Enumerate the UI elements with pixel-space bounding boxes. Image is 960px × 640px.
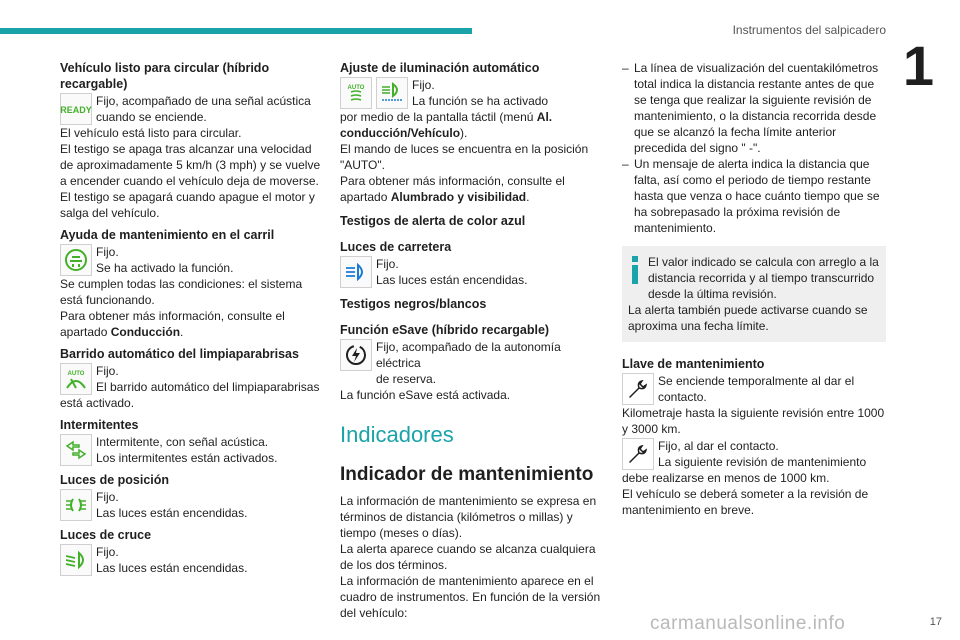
column-right (622, 60, 886, 518)
wiper-line2: El barrido automático del limpiaparabrisas (96, 380, 320, 394)
svg-text:AUTO: AUTO (347, 85, 365, 91)
esave-line2: de reserva. (376, 372, 437, 386)
position-line2: Las luces están encendidas. (96, 506, 248, 520)
highbeam-line1: Fijo. (376, 257, 399, 271)
ready-row (60, 93, 322, 125)
wiper-row (60, 363, 322, 395)
key-row-2 (622, 438, 886, 470)
key-row-1 (622, 373, 886, 405)
wiper-line1: Fijo. (96, 364, 119, 378)
autolight-line2: La función se ha activado (412, 94, 549, 108)
ready-line2: cuando se enciende. (96, 110, 207, 124)
highbeam-row (340, 256, 602, 288)
page-header-title: Instrumentos del salpicadero (732, 23, 886, 37)
auto-wiper-icon (60, 363, 92, 395)
bullet-item (622, 60, 886, 156)
position-line1: Fijo. (96, 490, 119, 504)
esave-body: La función eSave está activada. (340, 388, 511, 402)
esave-icon (340, 339, 372, 371)
wrench-icon (622, 438, 654, 470)
ready-heading: Vehículo listo para circular (híbrido recargable) (60, 61, 270, 91)
page-number: 17 (929, 616, 942, 628)
wrench-icon (622, 373, 654, 405)
wiper-heading: Barrido automático del limpiaparabrisas (60, 347, 299, 361)
key-line1: Se enciende temporalmente al dar el (658, 374, 855, 388)
key-body-2: debe realizarse en menos de 1000 km. El vehículo se deberá someter a la revisión de mantenimiento en breve. (622, 471, 869, 517)
lane-body: Se cumplen todas las condiciones: el sistema está funcionando. Para obtener más información, consulte el apartado Conducción. (60, 277, 303, 339)
turn-line2: Los intermitentes están activados. (96, 451, 278, 465)
highbeam-line2: Las luces están encendidas. (376, 273, 528, 287)
dipped-row (60, 544, 322, 576)
auto-beam-icon (376, 77, 408, 109)
key-line4: La siguiente revisión de mantenimiento (658, 455, 867, 469)
lane-line2: Se ha activado la función. (96, 261, 234, 275)
bullet-item (622, 156, 886, 236)
black-warnings-heading: Testigos negros/blancos (340, 297, 487, 311)
svg-text:READY: READY (60, 105, 92, 115)
section-title: Indicadores (340, 422, 454, 447)
column-left (60, 60, 322, 576)
maintenance-body: La información de mantenimiento se expresa en términos de distancia (kilómetros o millas) y tiempo (meses o días). La alerta aparece cuando se alcanza cualquiera de los dos términos. La información de mantenimiento aparece en el cuadro de instrumentos. En función de la versión del vehículo: (340, 494, 601, 620)
header-accent-bar (0, 28, 472, 34)
ready-icon (60, 93, 92, 125)
info-text-2: La alerta también puede activarse cuando se aproxima una fecha límite. (628, 303, 868, 333)
turn-heading: Intermitentes (60, 418, 139, 432)
lane-heading: Ayuda de mantenimiento en el carril (60, 228, 275, 242)
turn-row (60, 434, 322, 466)
position-row (60, 489, 322, 521)
lane-assist-icon (60, 244, 92, 276)
turn-signal-icon (60, 434, 92, 466)
info-icon (630, 256, 640, 284)
position-lights-icon (60, 489, 92, 521)
info-box (622, 246, 886, 342)
esave-heading: Función eSave (híbrido recargable) (340, 323, 550, 337)
dipped-heading: Luces de cruce (60, 528, 152, 542)
bullet-dash: – (622, 157, 629, 171)
turn-line1: Intermitente, con señal acústica. (96, 435, 269, 449)
high-beam-icon (340, 256, 372, 288)
key-line2: contacto. (658, 390, 707, 404)
chapter-number: 1 (902, 34, 934, 97)
info-text-1: El valor indicado se calcula con arreglo a la distancia recorrida y al tiempo transcurrido desde la última revisión. (648, 255, 879, 301)
position-heading: Luces de posición (60, 473, 170, 487)
bullet-dash: – (622, 61, 629, 75)
key-heading: Llave de mantenimiento (622, 357, 765, 371)
highbeam-heading: Luces de carretera (340, 240, 452, 254)
esave-row (340, 339, 602, 387)
ready-line1: Fijo, acompañado de una señal acústica (96, 94, 311, 108)
subsection-title: Indicador de mantenimiento (340, 464, 594, 485)
autolight-row (340, 77, 602, 109)
dipped-beam-icon (60, 544, 92, 576)
svg-text:AUTO: AUTO (67, 371, 85, 377)
autolight-heading: Ajuste de iluminación automático (340, 61, 540, 75)
key-line3: Fijo, al dar el contacto. (658, 439, 779, 453)
lane-line1: Fijo. (96, 245, 119, 259)
column-middle (340, 60, 602, 621)
blue-warnings-heading: Testigos de alerta de color azul (340, 214, 526, 228)
wiper-body: está activado. (60, 396, 135, 410)
auto-lighting-icon (340, 77, 372, 109)
dipped-line1: Fijo. (96, 545, 119, 559)
autolight-body: por medio de la pantalla táctil (menú Al. conducción/Vehículo). El mando de luces se encuentra en la posición "AUTO". Para obtener más información, consulte el apartado Alumbrado y visibilidad. (340, 110, 589, 204)
lane-row (60, 244, 322, 276)
ready-body: El vehículo está listo para circular. El testigo se apaga tras alcanzar una velocidad de aproximadamente 5 km/h (3 mph) y se vuelve a encender cuando el vehículo deja de moverse. El testigo se apagará cuando apague el motor y salga del vehículo. (60, 126, 321, 220)
dipped-line2: Las luces están encendidas. (96, 561, 248, 575)
watermark: carmanualsonline.info (650, 613, 846, 634)
key-body: Kilometraje hasta la siguiente revisión entre 1000 y 3000 km. (622, 406, 885, 436)
esave-line1: Fijo, acompañado de la autonomía eléctrica (376, 340, 561, 370)
bullet-text: Un mensaje de alerta indica la distancia que falta, así como el periodo de tiempo restante hasta que venza o hace cuánto tiempo que se ha sobrepasado la próxima revisión de mantenimiento. (634, 157, 880, 235)
bullet-text: La línea de visualización del cuentakilómetros total indica la distancia restante antes de que se tenga que realizar la siguiente revisión de mantenimiento, o la distancia recorrida desde que se alcanzó la fecha límite anterior precedida del signo " -". (634, 61, 879, 155)
autolight-line1: Fijo. (412, 78, 435, 92)
